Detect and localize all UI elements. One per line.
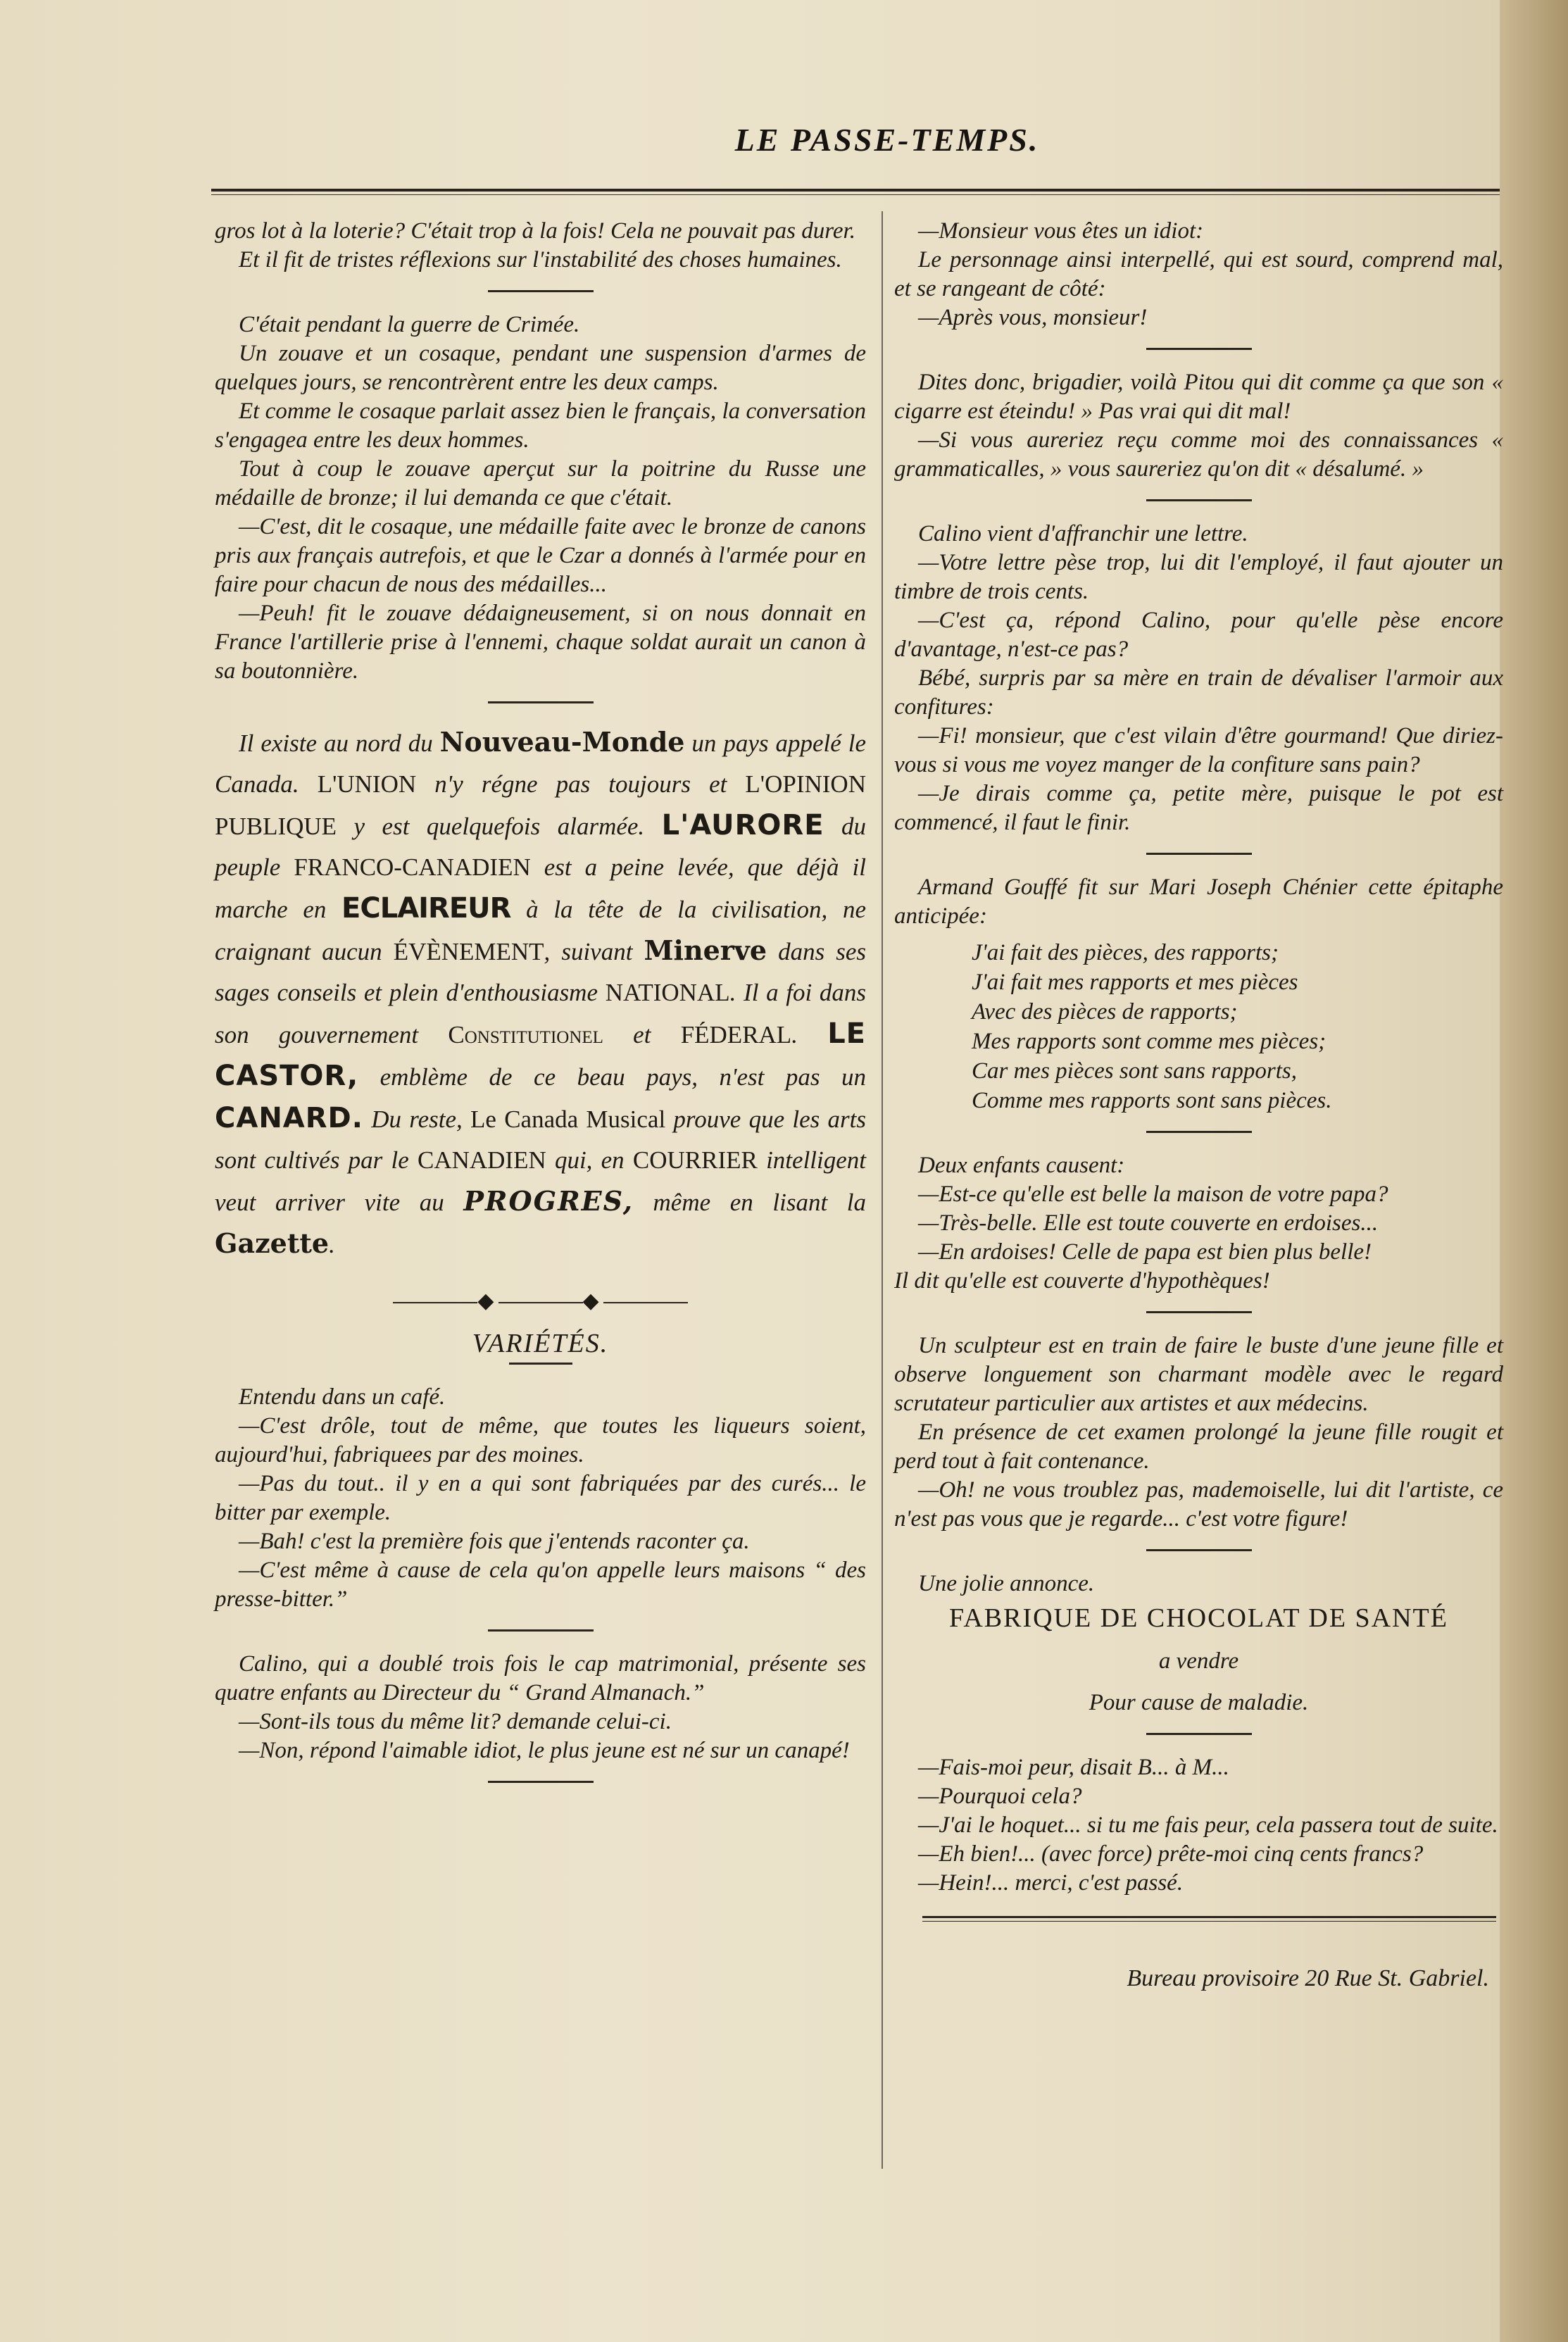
paragraph: —C'est même à cause de cela qu'on appelle leurs maisons “ des presse-bitter.” [215,1558,866,1612]
newspaper-name-castor: LE CASTOR, [215,1017,866,1092]
paragraph: —J'ai le hoquet... si tu me fais peur, cela passera tout de suite. [918,1812,1498,1838]
newspaper-name-national: NATIONAL [605,979,730,1006]
bureau-address: Bureau provisoire 20 Rue St. Gabriel. [1127,1965,1489,1991]
text-run: est a peine levée, que déjà il marche en [215,853,866,923]
paragraph: —Pourquoi cela? [918,1784,1082,1809]
text-run: un pays appelé le Canada. [215,729,866,798]
newspaper-name-canadien: CANADIEN [417,1146,546,1174]
paragraph: Calino, qui a doublé trois fois le cap matrimonial, présente ses quatre enfants au Directeur du “ Grand Almanach.” [215,1651,866,1705]
paragraph: Un sculpteur est en train de faire le buste d'une jeune fille et observe longuement son charmant modèle avec le regard scrutateur particulier aux artistes et aux médecins. [894,1333,1503,1416]
text-run: qui, en [546,1146,633,1174]
paragraph: —Est-ce qu'elle est belle la maison de votre papa? [918,1182,1388,1207]
advertisement-line: Pour cause de maladie. [1089,1690,1309,1715]
text-run: du peuple [215,813,867,881]
paragraph: Entendu dans un café. [239,1384,446,1410]
paragraph: —Hein!... merci, c'est passé. [918,1870,1184,1896]
paragraph: C'était pendant la guerre de Crimée. [239,312,580,337]
right-column [894,217,1503,1993]
column-divider [882,211,883,2169]
separator-rule [488,701,594,703]
paragraph: Et comme le cosaque parlait assez bien le français, la conversation s'engagea entre les deux hommes. [215,399,866,453]
separator-rule [1146,1733,1252,1735]
closing-rule-thin [922,1921,1496,1922]
separator-rule [1146,1549,1252,1551]
binding-edge [1500,0,1568,2342]
newspaper-name-evenement: ÉVÈNEMENT [393,938,544,965]
text-run: y est quelquefois alarmée. [337,813,662,840]
separator-rule [488,1781,594,1783]
paragraph: —Après vous, monsieur! [918,305,1148,330]
paragraph: Armand Gouffé fit sur Mari Joseph Chénier cette épitaphe anticipée: [894,875,1503,929]
separator-rule [1146,1311,1252,1313]
text-run: prouve que les arts sont cultivés par le [215,1106,866,1174]
separator-rule [1146,853,1252,855]
header-rule-thin [211,194,1500,195]
separator-rule [509,1363,572,1365]
paragraph: Et il fit de tristes réflexions sur l'instabilité des choses humaines. [239,247,842,273]
poem-line: J'ai fait mes rapports et mes pièces [972,970,1298,995]
paragraph: —Eh bien!... (avec force) prête-moi cinq cents francs? [918,1841,1424,1867]
text-run: emblème de ce beau pays, n'est pas un [358,1063,866,1091]
paragraph: gros lot à la loterie? C'était trop à la fois! Cela ne pouvait pas durer. [215,218,855,244]
paragraph: Un zouave et un cosaque, pendant une suspension d'armes de quelques jours, se rencontrèrent entre les deux camps. [215,341,866,395]
paragraph: Bébé, surpris par sa mère en train de dévaliser l'armoir aux confitures: [894,665,1503,720]
paragraph: Il dit qu'elle est couverte d'hypothèques! [894,1268,1270,1294]
text-run: , suivant [544,938,644,965]
left-column [215,217,866,1801]
newspaper-name-eclaireur: ECLAIREUR [341,892,511,925]
text-run: . [791,1021,828,1048]
poem-line: Avec des pièces de rapports; [972,999,1238,1025]
text-run: n'y régne pas toujours et [416,770,746,798]
running-title: LE PASSE-TEMPS. [734,122,1040,158]
advertisement-title: FABRIQUE DE CHOCOLAT DE SANTÉ [949,1603,1448,1633]
newspaper-name-nouveau-monde: Nouveau-Monde [439,726,685,758]
newspaper-name-federal: FÉDERAL [680,1021,792,1048]
paragraph: Deux enfants causent: [918,1153,1125,1178]
paragraph: —Très-belle. Elle est toute couverte en erdoises... [918,1210,1379,1236]
paragraph: En présence de cet examen prolongé la jeune fille rougit et perd tout à fait contenance. [894,1420,1503,1474]
text-run: même en lisant la [633,1189,866,1216]
paragraph: —Je dirais comme ça, petite mère, puisque le pot est commencé, il faut le finir. [894,781,1503,835]
paragraph: Une jolie annonce. [918,1571,1095,1596]
separator-rule [1146,348,1252,350]
paragraph: —Fi! monsieur, que c'est vilain d'être gourmand! Que diriez-vous si vous me voyez manger de la confiture sans pain? [894,723,1503,777]
text-run: intelligent veut arriver vite au [215,1146,867,1216]
paragraph: —Fais-moi peur, disait B... à M... [918,1755,1229,1780]
text-run: et [603,1021,681,1048]
poem-line: Comme mes rapports sont sans pièces. [972,1088,1332,1113]
closing-rule [922,1916,1496,1918]
newspaper-name-constitutionel: Constitutionel [448,1021,603,1048]
separator-rule [1146,1131,1252,1133]
newspaper-name-franco-canadien: FRANCO-CANADIEN [294,853,531,881]
newspaper-name-canard: CANARD. [215,1102,363,1134]
paragraph: —En ardoises! Celle de papa est bien plus belle! [918,1239,1372,1265]
newspaper-name-union: L'UNION [317,770,417,798]
newspaper-name-gazette: Gazette [215,1227,330,1259]
paragraph: —Peuh! fit le zouave dédaigneusement, si on nous donnait en France l'artillerie prise à l'ennemi, chaque soldat aurait un canon à sa boutonnière. [215,601,866,684]
newspaper-name-opinion: L'OPINION PUBLIQUE [215,770,866,840]
newspaper-name-progres: PROGRES, [463,1185,634,1217]
text-run: . Il a foi dans son gouvernement [215,979,867,1048]
paragraph: —Votre lettre pèse trop, lui dit l'employé, il faut ajouter un timbre de trois cents. [894,550,1503,604]
newspaper-name-canada-musical: Le Canada Musical [470,1106,666,1133]
paragraph: —Sont-ils tous du même lit? demande celui-ci. [239,1709,672,1734]
paragraph: Calino vient d'affranchir une lettre. [918,521,1248,546]
paragraph: —Bah! c'est la première fois que j'entends raconter ça. [239,1529,750,1554]
paragraph: —C'est ça, répond Calino, pour qu'elle pèse encore d'avantage, n'est-ce pas? [894,608,1503,662]
newspaper-name-minerve: Minerve [644,934,767,966]
paragraph: Dites donc, brigadier, voilà Pitou qui dit comme ça que son « cigarre est éteindu! » Pas vrai qui dit mal! [894,370,1503,424]
section-title-varietes: VARIÉTÉS. [472,1329,609,1358]
separator-rule [1146,499,1252,501]
header-rule [211,189,1500,192]
text-run: dans ses sages conseils et plein d'enthousiasme [215,938,866,1006]
paragraph: Tout à coup le zouave aperçut sur la poitrine du Russe une médaille de bronze; il lui demanda ce que c'était. [215,456,866,511]
separator-rule [488,1629,594,1632]
newspaper-name-aurore: L'AURORE [661,809,824,841]
paragraph: Le personnage ainsi interpellé, qui est sourd, comprend mal, et se rangeant de côté: [894,247,1503,301]
text-run: . [329,1231,335,1258]
paragraph: —Non, répond l'aimable idiot, le plus jeune est né sur un canapé! [239,1738,850,1763]
newspaper-name-courrier: COURRIER [632,1146,758,1174]
text-run: Du reste, [363,1106,471,1133]
epitaph-poem [972,938,1503,1115]
poem-line: Car mes pièces sont sans rapports, [972,1058,1298,1084]
poem-line: Mes rapports sont comme mes pièces; [972,1029,1326,1054]
canada-paragraph [215,722,866,1265]
paragraph: —C'est, dit le cosaque, une médaille faite avec le bronze de canons pris aux français autrefois, et que le Czar a donnés à l'armée pour en faire pour chacun de nous des médailles... [215,514,866,597]
text-run: à la tête de la civilisation, ne craignant aucun [215,896,866,965]
poem-line: J'ai fait des pièces, des rapports; [972,940,1279,965]
paragraph: —Oh! ne vous troublez pas, mademoiselle, lui dit l'artiste, ce n'est pas vous que je regarde... c'est votre figure! [894,1477,1503,1532]
paragraph: —Monsieur vous êtes un idiot: [918,218,1204,244]
paragraph: —Pas du tout.. il y en a qui sont fabriquées par des curés... le bitter par exemple. [215,1471,866,1525]
ornamental-rule: ◆ ◆ [215,1286,866,1315]
paragraph: —C'est drôle, tout de même, que toutes les liqueurs soient, aujourd'hui, fabriquees par des moines. [215,1413,866,1467]
separator-rule [488,290,594,292]
text-run: Il existe au nord du [239,729,440,757]
advertisement-line: a vendre [1158,1648,1239,1674]
paragraph: —Si vous aureriez reçu comme moi des connaissances « grammaticalles, » vous saureriez qu'on dit « désalumé. » [894,427,1503,482]
